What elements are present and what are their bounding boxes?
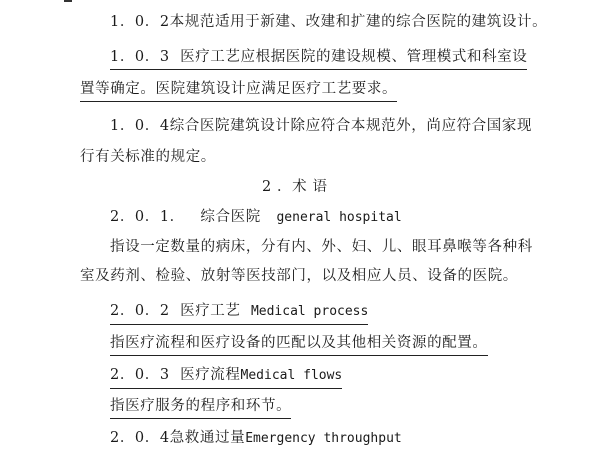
clause-1-0-4-line2 [80,147,216,167]
clause-1-0-2 [110,12,547,32]
clause-number: 1．0．3 [110,49,170,65]
term-number: 2．0．1． [110,209,185,225]
clause-1-0-3-line1 [110,47,527,70]
clause-text: 医疗工艺应根据医院的建设规模、管理模式和科室设 [180,49,528,65]
term-2-0-3 [110,365,342,389]
clause-number: 1．0．2 [110,14,170,30]
term-cn: 医疗工艺 [180,303,241,319]
clause-1-0-4-line1 [110,116,532,136]
clipped-glyph-fragment [64,0,74,2]
term-2-0-1-def-line2 [80,266,518,286]
term-cn: 医疗流程 [180,367,241,383]
clause-text: 置等确定。医院建筑设计应满足医疗工艺要求。 [80,81,398,97]
term-en: general hospital [276,210,402,225]
term-number: 2．0．4 [110,430,170,446]
clause-text: 本规范适用于新建、改建和扩建的综合医院的建筑设计。 [169,14,548,30]
term-number: 2．0．3 [110,367,170,383]
term-en: Medical process [250,304,369,319]
term-definition: 指医疗服务的程序和环节。 [110,398,292,414]
term-en: Medical flows [240,368,343,383]
clause-text: 行有关标准的规定。 [80,149,216,165]
term-cn: 急救通过量 [169,430,246,446]
term-2-0-2 [110,301,368,325]
clause-text: 综合医院建筑设计除应符合本规范外，尚应符合国家现 [169,118,533,134]
term-number: 2．0．2 [110,303,170,319]
term-2-0-4 [110,428,402,449]
term-2-0-2-def [110,333,488,356]
section-title: 2 ．术 语 [262,179,328,195]
term-definition: 室及药剂、检验、放射等医技部门，以及相应人员、设备的医院。 [80,268,518,284]
term-2-0-1-def-line1 [110,237,533,257]
term-definition: 指设一定数量的病床，分有内、外、妇、儿、眼耳鼻喉等各种科 [110,239,533,255]
term-2-0-1 [110,207,402,228]
clause-1-0-3-line2 [80,79,397,102]
term-en: Emergency throughput [245,431,402,446]
term-definition: 指医疗流程和医疗设备的匹配以及其他相关资源的配置。 [110,335,488,351]
term-2-0-3-def [110,396,291,419]
term-cn: 综合医院 [200,209,261,225]
clause-number: 1．0．4 [110,118,170,134]
